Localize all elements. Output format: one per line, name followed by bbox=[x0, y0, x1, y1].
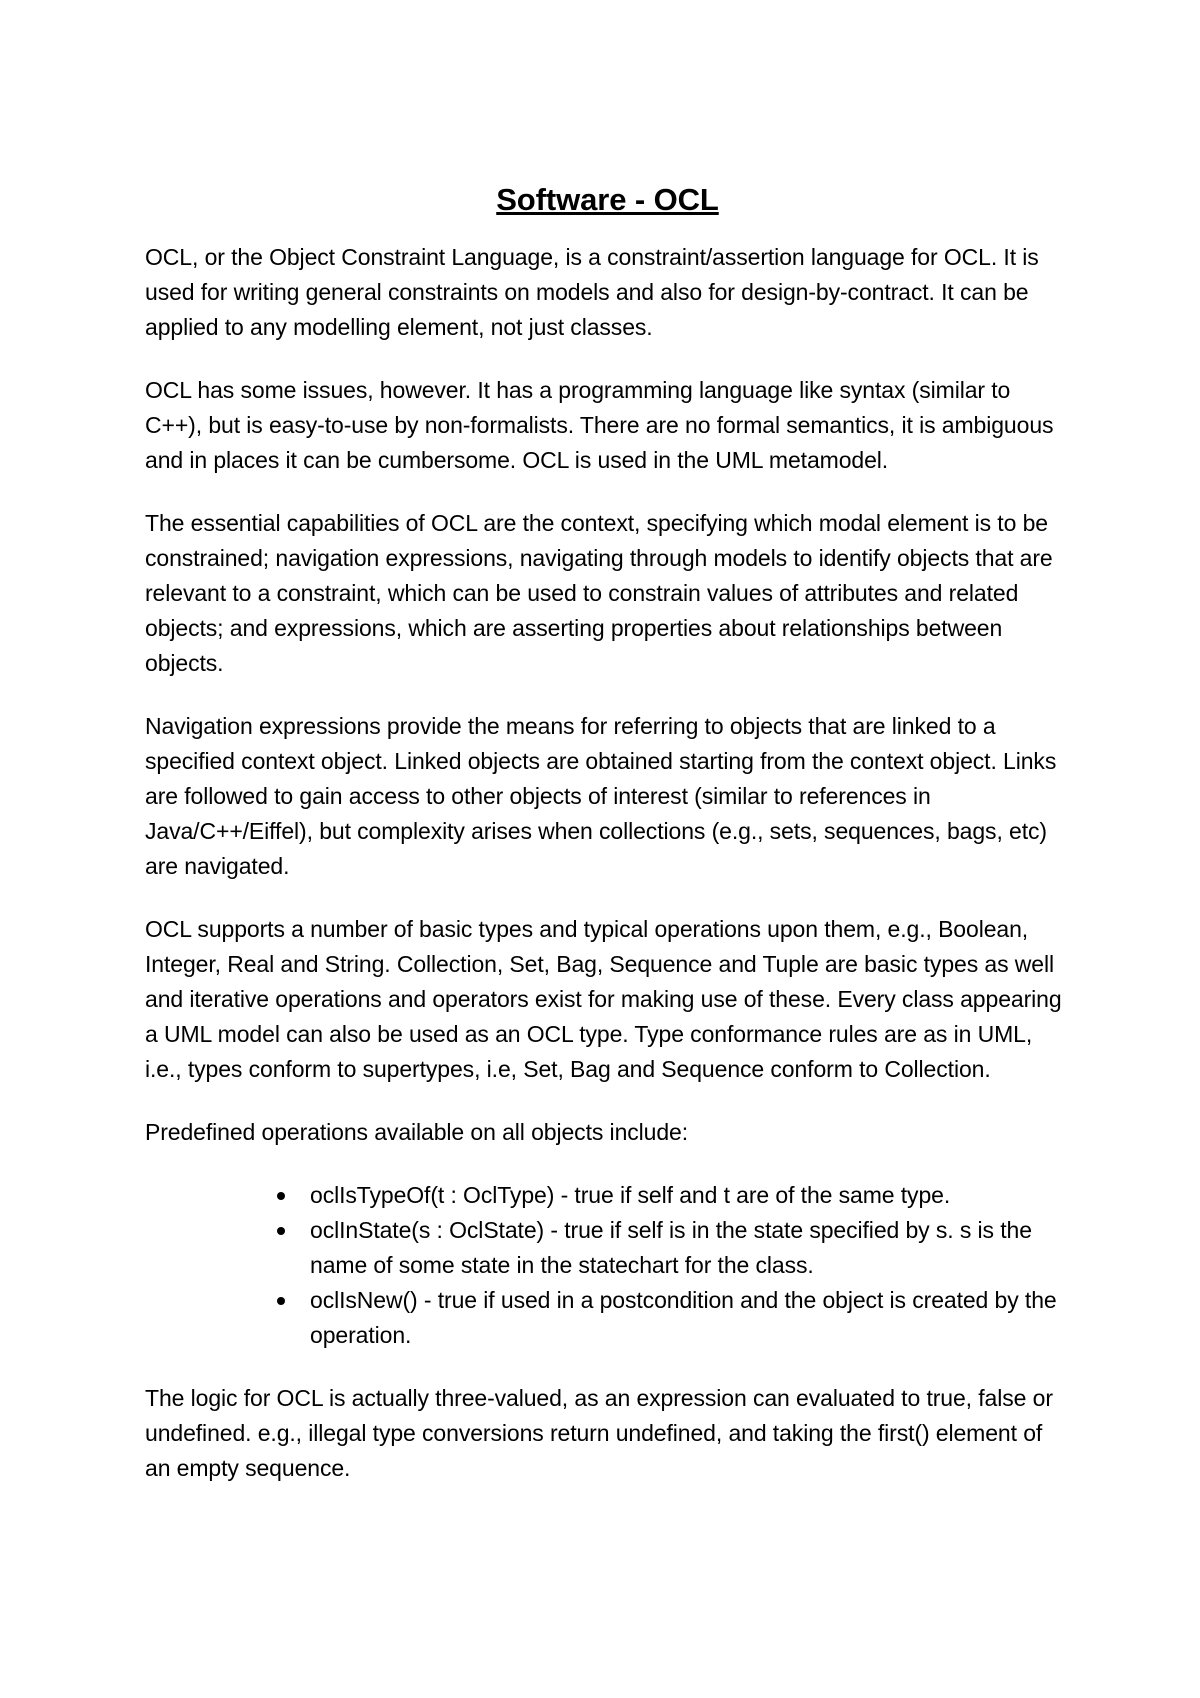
list-item bbox=[310, 1283, 1070, 1353]
paragraph-three-valued-logic: The logic for OCL is actually three-valued, as an expression can evaluated to true, false or undefined. e.g., illegal type conversions return undefined, and taking the first() element of an empty sequence. bbox=[145, 1385, 1053, 1481]
paragraph-types: OCL supports a number of basic types and typical operations upon them, e.g., Boolean, Integer, Real and String. Collection, Set, Bag, Sequence and Tuple are basic types as well and iterative operations and operators exist for making use of these. Every class appearing a UML model can also be used as an OCL type. Type conformance rules are as in UML, i.e., types conform to supertypes, i.e, Set, Bag and Sequence conform to Collection. bbox=[145, 916, 1062, 1082]
list-item bbox=[310, 1178, 1070, 1213]
bullet-dot-icon bbox=[277, 1297, 285, 1305]
page-title: Software - OCL bbox=[496, 182, 719, 217]
paragraph-intro: OCL, or the Object Constraint Language, is a constraint/assertion language for OCL. It is used for writing general constraints on models and also for design-by-contract. It can be applied to any modelling element, not just classes. bbox=[145, 244, 1039, 340]
paragraph-predefined-operations: Predefined operations available on all objects include: bbox=[145, 1119, 689, 1145]
paragraph-navigation: Navigation expressions provide the means for referring to objects that are linked to a specified context object. Linked objects are obtained starting from the context object. Links are followed to gain access to other objects of interest (similar to references in Java/C++/Eiffel), but complexity arises when collections (e.g., sets, sequences, bags, etc) are navigated. bbox=[145, 713, 1057, 879]
list-item-text: oclInState(s : OclState) - true if self is in the state specified by s. s is the name of some state in the statechart for the class. bbox=[310, 1217, 1032, 1278]
bullet-dot-icon bbox=[277, 1192, 285, 1200]
list-item bbox=[310, 1213, 1070, 1283]
list-item-text: oclIsTypeOf(t : OclType) - true if self and t are of the same type. bbox=[310, 1182, 951, 1208]
operations-list bbox=[145, 1178, 1070, 1353]
bullet-dot-icon bbox=[277, 1227, 285, 1235]
list-item-text: oclIsNew() - true if used in a postcondition and the object is created by the operation. bbox=[310, 1287, 1057, 1348]
paragraph-issues: OCL has some issues, however. It has a programming language like syntax (similar to C++), but is easy-to-use by non-formalists. There are no formal semantics, it is ambiguous and in places it can be cumbersome. OCL is used in the UML metamodel. bbox=[145, 377, 1054, 473]
document-body bbox=[145, 180, 1070, 1514]
paragraph-capabilities: The essential capabilities of OCL are the context, specifying which modal element is to be constrained; navigation expressions, navigating through models to identify objects that are relevant to a constraint, which can be used to constrain values of attributes and related objects; and expressions, which are asserting properties about relationships between objects. bbox=[145, 510, 1053, 676]
